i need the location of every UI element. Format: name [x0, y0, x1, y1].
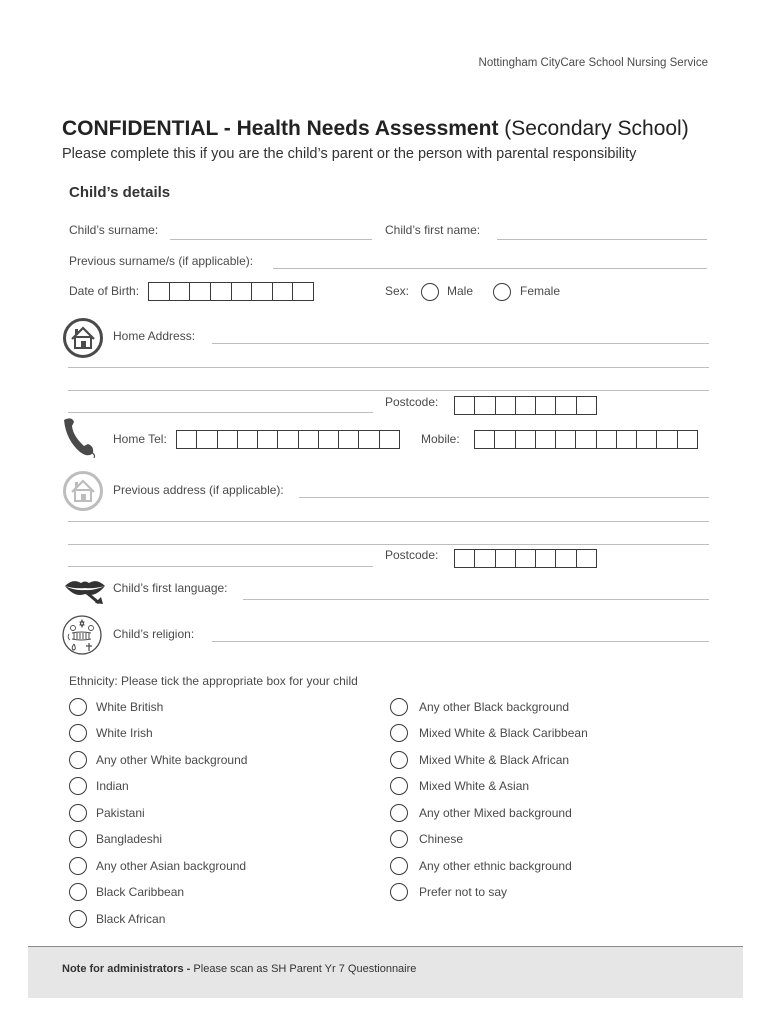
home-tel-input[interactable] [176, 430, 400, 449]
ethnicity-radio[interactable] [390, 698, 408, 716]
ethnicity-radio[interactable] [69, 830, 87, 848]
sex-male-radio[interactable] [421, 283, 439, 301]
previous-address-line-2[interactable] [68, 521, 709, 522]
admin-note-bar [28, 946, 743, 998]
ethnicity-radio[interactable] [69, 857, 87, 875]
admin-note [62, 963, 416, 975]
home-address-line-1[interactable] [212, 343, 709, 344]
lips-icon [63, 576, 107, 606]
ethnicity-option-label: Chinese [419, 832, 464, 846]
postcode2-input[interactable] [454, 549, 597, 568]
ethnicity-option-label: White British [96, 700, 164, 714]
ethnicity-radio[interactable] [69, 883, 87, 901]
first-name-input[interactable] [497, 239, 707, 240]
page-subtitle: Please complete this if you are the child’s parent or the person with parental responsibility [62, 146, 637, 162]
ethnicity-radio[interactable] [390, 724, 408, 742]
ethnicity-radio[interactable] [69, 910, 87, 928]
ethnicity-radio[interactable] [69, 777, 87, 795]
ethnicity-radio[interactable] [390, 883, 408, 901]
service-name: Nottingham CityCare School Nursing Service [478, 57, 708, 69]
ethnicity-option-label: Prefer not to say [419, 885, 508, 899]
ethnicity-option-label: Any other Black background [419, 700, 570, 714]
previous-address-label: Previous address (if applicable): [113, 483, 284, 497]
telephone-icon [60, 416, 100, 458]
ethnicity-option-label: Bangladeshi [96, 832, 163, 846]
ethnicity-option-label: Black Caribbean [96, 885, 185, 899]
religion-icon [61, 614, 103, 656]
ethnicity-radio[interactable] [69, 698, 87, 716]
ethnicity-radio[interactable] [390, 804, 408, 822]
postcode2-label: Postcode: [385, 548, 439, 562]
ethnicity-option-label: Mixed White & Black Caribbean [419, 726, 588, 740]
ethnicity-option-label: Any other White background [96, 753, 248, 767]
home-address-line-4[interactable] [68, 412, 373, 413]
ethnicity-option-label: White Irish [96, 726, 153, 740]
first-language-input[interactable] [243, 599, 709, 600]
mobile-input[interactable] [474, 430, 698, 449]
first-language-label: Child’s first language: [113, 581, 228, 595]
home-address-label: Home Address: [113, 329, 196, 343]
ethnicity-radio[interactable] [69, 724, 87, 742]
ethnicity-option-label: Mixed White & Asian [419, 779, 530, 793]
ethnicity-radio[interactable] [390, 857, 408, 875]
sex-female-label: Female [520, 284, 561, 298]
home-tel-label: Home Tel: [113, 432, 167, 446]
ethnicity-option-label: Mixed White & Black African [419, 753, 570, 767]
dob-input[interactable] [148, 282, 314, 301]
postcode-input[interactable] [454, 396, 597, 415]
ethnicity-radio[interactable] [390, 830, 408, 848]
page-title [62, 117, 689, 141]
page-title-sub: (Secondary School) [504, 117, 689, 140]
ethnicity-option-label: Any other Mixed background [419, 806, 572, 820]
ethnicity-option-label: Any other Asian background [96, 859, 247, 873]
section-heading: Child’s details [69, 184, 171, 201]
mobile-label: Mobile: [421, 432, 460, 446]
admin-note-text: Please scan as SH Parent Yr 7 Questionnaire [193, 963, 417, 975]
admin-note-bold: Note for administrators - [62, 963, 191, 975]
home-address-line-2[interactable] [68, 367, 709, 368]
ethnicity-prompt: Ethnicity: Please tick the appropriate box for your child [69, 674, 358, 688]
sex-male-label: Male [447, 284, 474, 298]
first-name-label: Child’s first name: [385, 223, 481, 237]
ethnicity-option-label: Indian [96, 779, 129, 793]
previous-home-icon [63, 471, 103, 511]
ethnicity-radio[interactable] [390, 751, 408, 769]
ethnicity-option-label: Any other ethnic background [419, 859, 572, 873]
sex-female-radio[interactable] [493, 283, 511, 301]
dob-label: Date of Birth: [69, 284, 140, 298]
surname-input[interactable] [170, 239, 372, 240]
ethnicity-radio[interactable] [69, 751, 87, 769]
ethnicity-radio[interactable] [69, 804, 87, 822]
previous-address-line-1[interactable] [299, 497, 709, 498]
previous-surname-input[interactable] [273, 268, 707, 269]
sex-label: Sex: [385, 284, 410, 298]
religion-label: Child’s religion: [113, 627, 195, 641]
postcode-label: Postcode: [385, 395, 439, 409]
page-title-main: CONFIDENTIAL - Health Needs Assessment [62, 117, 499, 140]
previous-address-line-3[interactable] [68, 544, 709, 545]
surname-label: Child’s surname: [69, 223, 159, 237]
home-address-line-3[interactable] [68, 390, 709, 391]
ethnicity-option-label: Pakistani [96, 806, 145, 820]
ethnicity-radio[interactable] [390, 777, 408, 795]
previous-address-line-4[interactable] [68, 566, 373, 567]
home-icon [63, 318, 103, 358]
previous-surname-label: Previous surname/s (if applicable): [69, 254, 254, 268]
religion-input[interactable] [212, 641, 709, 642]
ethnicity-option-label: Black African [96, 912, 166, 926]
